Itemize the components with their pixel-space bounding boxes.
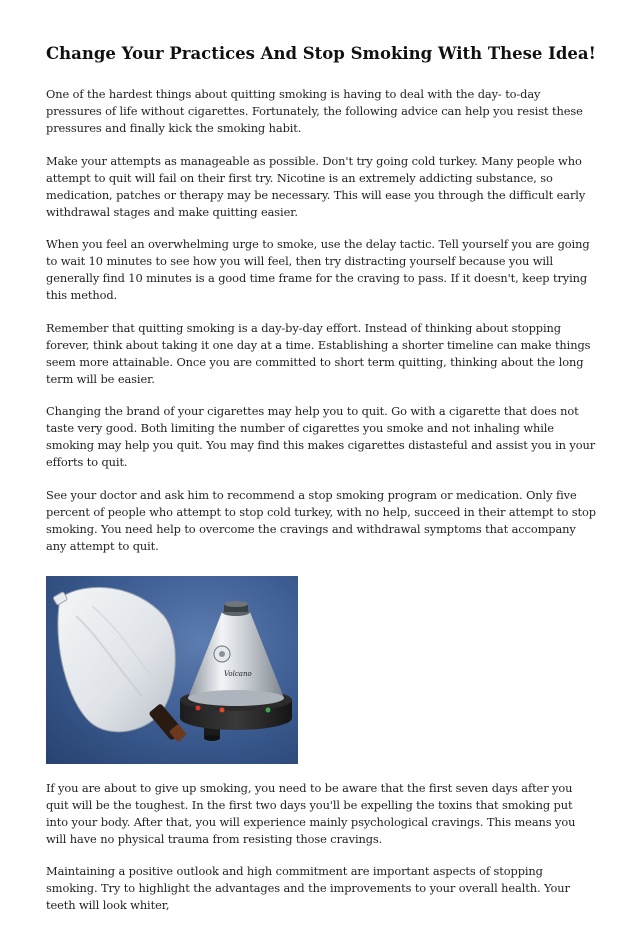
paragraph-7: If you are about to give up smoking, you need to be aware that the first seven days after you quit will be the toughest. In the first two days you'll be expelling the toxins that smoking put into your body. After that, you will experience mainly psychological cravings. This means you will have no physical trauma from resisting those cravings. [46,780,576,846]
balloon-bag [53,587,187,742]
paragraph-3: When you feel an overwhelming urge to smoke, use the delay tactic. Tell yourself you are going to wait 10 minutes to see how you will feel, then try distracting yourself because you will generally find 10 minutes is a good time frame for the craving to pass. If it doesn't, keep trying this method. [46,237,590,302]
vaporizer-illustration [46,576,298,764]
vaporizer-device [180,601,292,730]
paragraph-2: Make your attempts as manageable as possible. Don't try going cold turkey. Many people who attempt to quit will fail on their first try. Nicotine is an extremely addicting substance, so medication, patches or therapy may be necessary. This will ease you through the difficult early withdrawal stages and make quitting easier. [46,153,586,219]
article-title: Change Your Practices And Stop Smoking With These Idea! [46,44,596,63]
vaporizer-product-image [46,576,298,764]
paragraph-8: Maintaining a positive outlook and high commitment are important aspects of stopping smoking. Try to highlight the advantages and the improvements to your overall health. Your teeth will look whiter, [46,864,570,912]
vaporizer-logo: Volcano [224,669,252,678]
paragraph-5: Changing the brand of your cigarettes may help you to quit. Go with a cigarette that does not taste very good. Both limiting the number of cigarettes you smoke and not inhaling while smoking may help you quit. You may find this makes cigarettes distasteful and assist you in your efforts to quit. [46,404,596,469]
paragraph-4: Remember that quitting smoking is a day-by-day effort. Instead of thinking about stopping forever, think about taking it one day at a time. Establishing a shorter timeline can make things seem more attainable. Once you are committed to short term quitting, thinking about the long term will be easier. [46,320,591,386]
paragraph-1: One of the hardest things about quitting smoking is having to deal with the day- to-day pressures of life without cigarettes. Fortunately, the following advice can help you resist these pressures and finally kick the smoking habit. [46,87,583,135]
article [46,42,596,930]
paragraph-6: See your doctor and ask him to recommend a stop smoking program or medication. Only five percent of people who attempt to stop cold turkey, with no help, succeed in their attempt to stop smoking. You need help to overcome the cravings and withdrawal symptoms that accompany any attempt to quit. [46,487,596,553]
